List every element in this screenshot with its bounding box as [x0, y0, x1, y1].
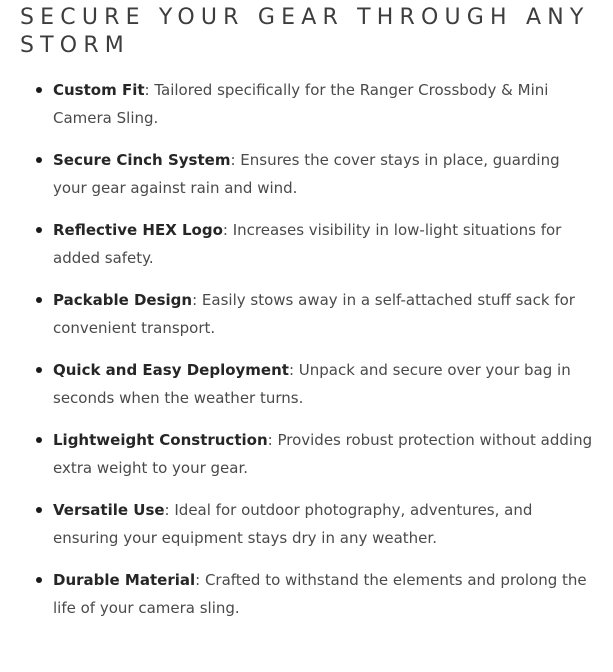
feature-separator: :	[192, 291, 202, 309]
bullet-icon	[36, 87, 42, 93]
feature-item-versatile-use	[20, 496, 593, 552]
bullet-icon	[36, 297, 42, 303]
feature-item-secure-cinch-system	[20, 146, 593, 202]
feature-item-durable-material	[20, 566, 593, 622]
feature-item-lightweight-construction	[20, 426, 593, 482]
feature-list	[20, 76, 593, 622]
feature-title: Versatile Use	[53, 501, 165, 519]
section-heading: SECURE YOUR GEAR THROUGH ANY STORM	[20, 5, 590, 58]
feature-separator: :	[230, 151, 241, 169]
feature-description: Ensures the cover stays in place, guarding your gear against rain and wind.	[53, 151, 560, 197]
feature-title: Custom Fit	[53, 81, 145, 99]
feature-title: Durable Material	[53, 571, 196, 589]
feature-title: Quick and Easy Deployment	[53, 361, 289, 379]
feature-separator: :	[164, 501, 175, 519]
feature-separator: :	[288, 361, 299, 379]
bullet-icon	[36, 367, 42, 373]
feature-description: Increases visibility in low-light situations for added safety.	[53, 221, 562, 267]
bullet-icon	[36, 577, 42, 583]
feature-item-custom-fit	[20, 76, 593, 132]
bullet-icon	[36, 157, 42, 163]
feature-description: Unpack and secure over your bag in seconds when the weather turns.	[53, 361, 571, 407]
feature-description: Crafted to withstand the elements and prolong the life of your camera sling.	[53, 571, 587, 617]
feature-description: Provides robust protection without adding extra weight to your gear.	[53, 431, 593, 477]
bullet-icon	[36, 437, 42, 443]
feature-separator: :	[222, 221, 233, 239]
feature-title: Packable Design	[53, 291, 193, 309]
feature-separator: :	[144, 81, 155, 99]
feature-item-packable-design	[20, 286, 593, 342]
bullet-icon	[36, 227, 42, 233]
feature-description: Tailored specifically for the Ranger Crossbody & Mini Camera Sling.	[53, 81, 549, 127]
feature-title: Secure Cinch System	[53, 151, 231, 169]
feature-description: Easily stows away in a self-attached stuff sack for convenient transport.	[53, 291, 575, 337]
feature-title: Lightweight Construction	[53, 431, 268, 449]
bullet-icon	[36, 507, 42, 513]
feature-separator: :	[195, 571, 205, 589]
feature-description: Ideal for outdoor photography, adventures, and ensuring your equipment stays dry in any weather.	[53, 501, 533, 547]
feature-separator: :	[267, 431, 278, 449]
feature-item-quick-deployment	[20, 356, 593, 412]
feature-item-reflective-hex-logo	[20, 216, 593, 272]
feature-title: Reflective HEX Logo	[53, 221, 223, 239]
